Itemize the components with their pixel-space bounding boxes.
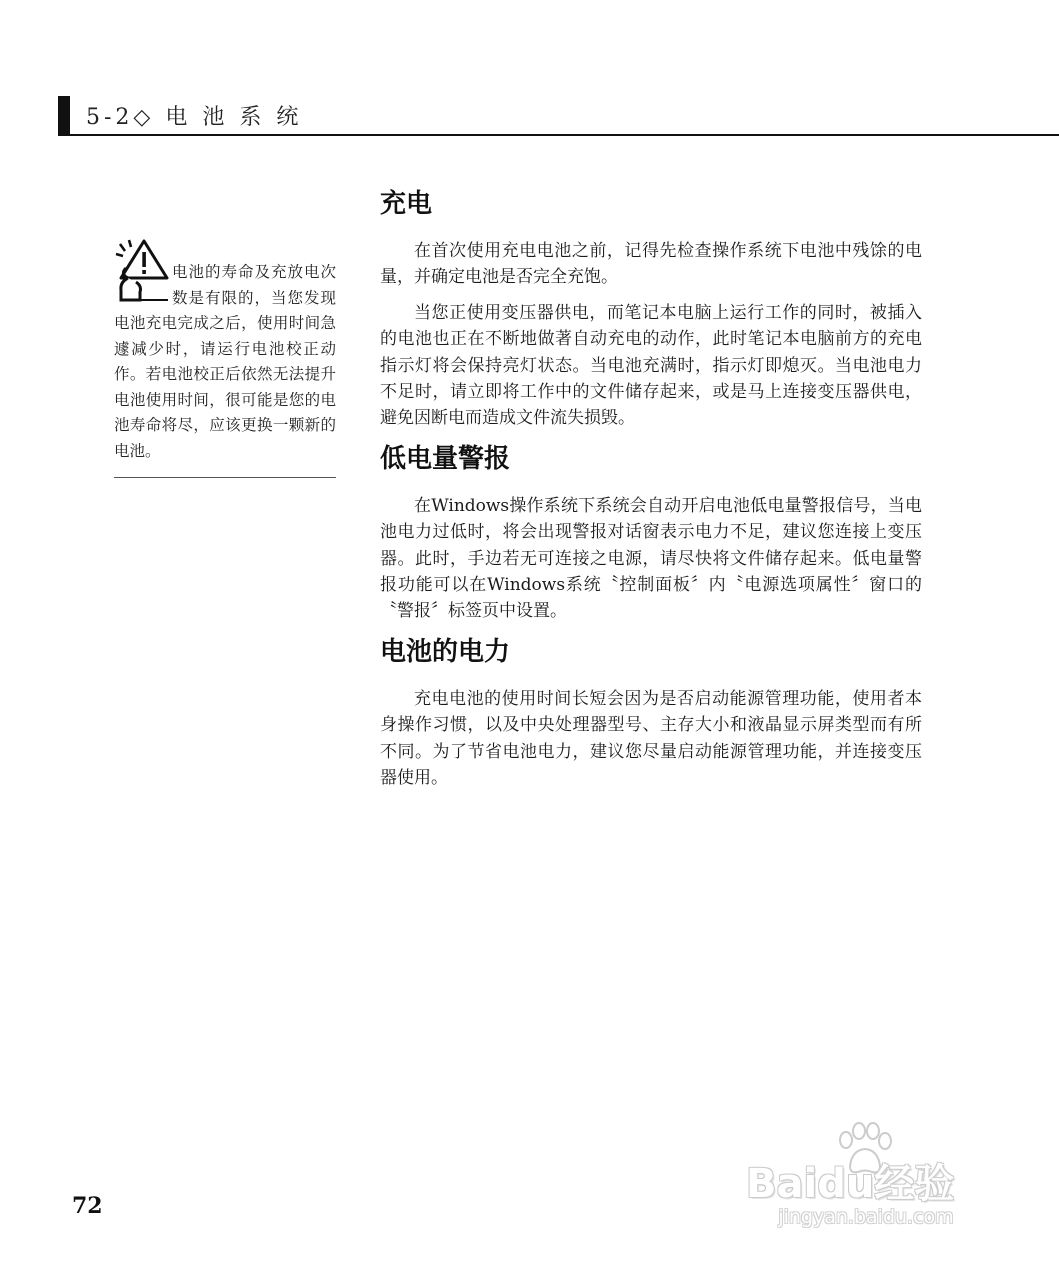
header-bar [58,96,70,136]
charging-paragraph-2: 当您正使用变压器供电，而笔记本电脑上运行工作的同时，被插入的电池也正在不断地做著自动充电的动作，此时笔记本电脑前方的充电指示灯将会保持亮灯状态。当电池充满时，指示灯即熄灭。当电池电力不足时，请立即将工作中的文件储存起来，或是马上连接变压器供电，避免因断电而造成文件流失损毁。 [380,302,922,429]
battery-power-paragraph: 充电电池的使用时间长短会因为是否启动能源管理功能，使用者本身操作习惯，以及中央处理器型号、主存大小和液晶显示屏类型而有所不同。为了节省电池电力，建议您尽量启动能源管理功能，并连接变压器使用。 [380,688,922,789]
section-heading-charging: 充电 [380,189,433,219]
section-heading-low-battery-alarm: 低电量警报 [380,443,511,474]
low-battery-paragraph: 在Windows操作系统下系统会自动开启电池低电量警报信号，当电池电力过低时，将会出现警报对话窗表示电力不足，建议您连接上变压器。此时，手边若无可连接之电源，请尽快将文件储存起来。低电量警报功能可以在Windows系统〝控制面板〞内〝电源选项属性〞窗口的〝警报〞标签页中设置。 [380,495,922,622]
warning-person-icon [114,238,170,304]
page-number: 72 [72,1193,103,1219]
header-rule [58,134,1059,136]
watermark-brand: Baidu经验 [746,1161,955,1207]
section-heading-battery-power: 电池的电力 [380,636,511,667]
chapter-header: 5-2◇ 电 池 系 统 [86,105,303,130]
baidu-watermark [736,1122,1006,1232]
watermark-url: jingyan.baidu.com [778,1206,954,1228]
sidenote-rule [114,477,336,478]
charging-paragraph-1: 在首次使用充电电池之前，记得先检查操作系统下电池中残馀的电量，并确定电池是否完全充饱。 [380,241,922,288]
sidenote-text: 电池的寿命及充放电次数是有限的，当您发现电池充电完成之后，使用时间急遽减少时，请运行电池校正动作。若电池校正后依然无法提升电池使用时间，很可能是您的电池寿命将尽，应该更换一颗新的电池。 [114,263,336,460]
sidenote-box [114,238,336,464]
main-content [380,186,922,792]
